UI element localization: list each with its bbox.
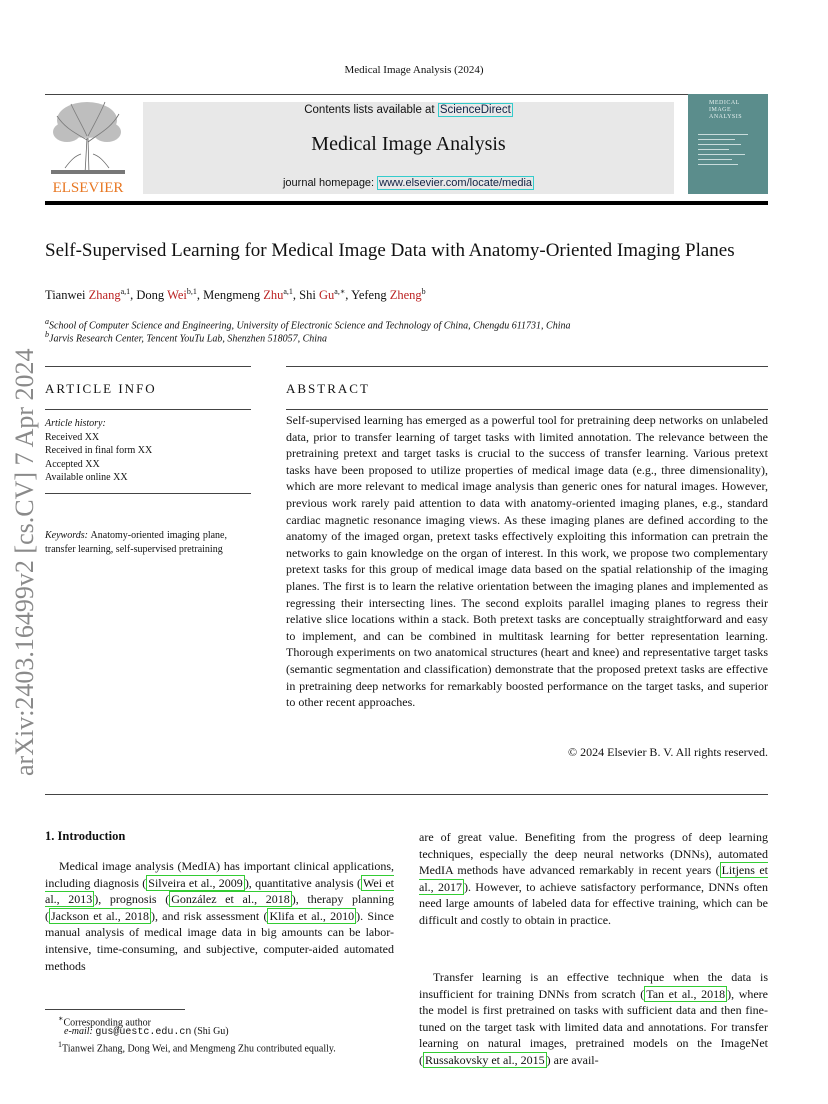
header-thick-rule: [45, 201, 768, 205]
citation-link[interactable]: Litjens et al., 2017: [419, 863, 768, 894]
journal-homepage-line: journal homepage: www.elsevier.com/locate/media: [282, 177, 533, 189]
elsevier-logo: [45, 98, 131, 194]
article-info-heading: ARTICLE INFO: [45, 381, 157, 396]
copyright-line: © 2024 Elsevier B. V. All rights reserved.: [568, 745, 768, 759]
history-item: Available online XX: [45, 472, 128, 484]
sciencedirect-link[interactable]: ScienceDirect: [439, 104, 511, 116]
citation-link[interactable]: Tan et al., 2018: [646, 986, 726, 1001]
author: Dong Wei$^{b,1}$,: [136, 287, 204, 303]
arxiv-stamp: arXiv:2403.16499v2 [cs.CV] 7 Apr 2024: [10, 348, 39, 776]
author: Yefeng Zheng$^b$: [351, 287, 426, 303]
svg-text:ELSEVIER: ELSEVIER: [52, 180, 124, 194]
intro-paragraph-2: are of great value. Benefiting from the progress of deep learning techniques, especially the deep neural networks (DNNs), automated MedIA methods have advanced remarkably in recent years ( Litjens et al., 2017 ). However, to achieve satisfactory performance, DNNs often need large amounts of labeled data for effective training, which can be difficult and costly to obtain in practice.: [419, 830, 768, 927]
cover-title-line: IMAGE: [709, 107, 732, 113]
header-rule: [45, 94, 768, 95]
cover-title-line: MEDICAL: [709, 100, 740, 106]
abstract-rule-top: [286, 366, 768, 367]
author-link[interactable]: Zhu: [263, 288, 284, 303]
affiliation-a: $^a$School of Computer Science and Engineering, University of Electronic Science and Technology of China, Chengdu 611731, China: [45, 317, 571, 332]
journal-cover: [688, 94, 768, 194]
journal-name: Medical Image Analysis: [311, 133, 506, 155]
history-item: Received in final form XX: [45, 445, 153, 457]
citation-link[interactable]: Wei et al., 2013: [45, 875, 394, 907]
running-title: Medical Image Analysis (2024): [344, 64, 484, 76]
history-item: Accepted XX: [45, 458, 100, 470]
footnote-equal-contribution: $^1$Tianwei Zhang, Dong Wei, and Mengmeng Zhu contributed equally.: [58, 1040, 336, 1055]
abstract-text: Self-supervised learning has emerged as a powerful tool for pretraining deep networks on unlabeled data, prior to transfer learning of target tasks with limited annotation. The relevance between the pretraining pretext and target tasks is crucial to the success of transfer learning. Various pretext tasks have been proposed to utilize properties of medical image data (e.g., three dimensionality), which are more relevant to medical image analysis than generic ones for natural images. However, previous work rarely paid attention to data with anatomy-oriented imaging planes, e.g., standard cardiac magnetic resonance imaging views. As these imaging planes are defined according to the anatomy of the imaged organ, pretext tasks effectively exploiting this information can pretrain the networks to gain knowledge on the organ of interest. In this work, we propose two complementary pretext tasks for this group of medical image data based on the spatial relationship of the imaging planes. The first is to learn the relative orientation between the imaging planes and implemented as regressing their intersecting lines. The second exploits parallel imaging planes to regress their relative slice locations within a stack. Both pretext tasks are conceptually straightforward and easy to implement, and can be combined in multitask learning for better representation learning. Thorough experiments on two anatomical structures (heart and knee) and representative target tasks (semantic segmentation and classification) demonstrate that the proposed pretext tasks are effective in pretraining deep networks for remarkably boosted performance on the target tasks, and superior to other recent approaches.: [286, 413, 768, 710]
history-item: Received XX: [45, 431, 100, 443]
abstract-rule-mid: [286, 409, 768, 410]
footnote-corresponding: ∗Corresponding author: [58, 1014, 151, 1029]
article-info-rule-top: [45, 366, 251, 367]
keywords: [45, 529, 227, 556]
citation-link[interactable]: González et al., 2018: [171, 892, 290, 907]
abstract-heading: ABSTRACT: [286, 381, 370, 396]
cover-decoration: [698, 134, 760, 169]
author-link[interactable]: Zheng: [389, 288, 422, 303]
paper-title: Self-Supervised Learning for Medical Image Data with Anatomy-Oriented Imaging Planes: [45, 240, 735, 261]
keywords-text: Anatomy-oriented imaging plane, transfer learning, self-supervised pretraining: [45, 530, 227, 555]
intro-paragraph-1: Medical image analysis (MedIA) has important clinical applications, including diagnosis ( Silveira et al., 2009 ), quantitative analysis ( Wei et al., 2013 ), prognosis ( González et al., 2018 ), therapy planning ( Jackson et al., 2018 ), and risk assessment ( Klifa et al., 2010 ). Since manual analysis of medical image data in big amounts can be labor-intensive, time-consuming, and subjective, computer-aided automated methods: [45, 859, 394, 973]
footnote-rule: [45, 1009, 185, 1010]
keywords-label: Keywords:: [45, 530, 88, 541]
article-history-label: Article history:: [45, 418, 106, 429]
author: Shi $Gu^{a,∗}$,: [299, 287, 352, 303]
author-link[interactable]: Zhang: [88, 288, 121, 303]
contents-line: Contents lists available at ScienceDirect: [304, 104, 511, 116]
citation-link[interactable]: Silveira et al., 2009: [148, 875, 243, 890]
author-link[interactable]: Wei: [167, 288, 187, 303]
footnote-email: e-mail: gus@uestc.edu.cn (Shi Gu): [64, 1026, 229, 1038]
citation-link[interactable]: Russakovsky et al., 2015: [425, 1052, 545, 1067]
citation-link[interactable]: Jackson et al., 2018: [51, 908, 149, 923]
intro-paragraph-3: Transfer learning is an effective technique when the data is insufficient for training DNNs from scratch ( Tan et al., 2018 ), where the model is first pretrained on tasks with sufficient data and then fine-tuned on the target task with limited data and annotations. For transfer learning on natural images, pretrained models on the ImageNet ( Russakovsky et al., 2015 ) are avail-: [419, 970, 769, 1067]
journal-homepage-link[interactable]: www.elsevier.com/locate/media: [379, 177, 533, 189]
article-info-rule-mid: [45, 409, 251, 410]
author: Mengmeng Zhu$^{a,1}$,: [203, 287, 300, 303]
cover-title-line: ANALYSIS: [709, 114, 743, 120]
article-history: [45, 417, 251, 485]
affiliation-b: $^b$Jarvis Research Center, Tencent YouTu Lab, Shenzhen 518057, China: [45, 330, 328, 345]
author-list: [45, 287, 426, 303]
citation-link[interactable]: Klifa et al., 2010: [269, 908, 355, 923]
author-link[interactable]: Gu: [318, 288, 335, 303]
author: Tianwei Zhang$^{a,1}$,: [45, 287, 137, 303]
article-info-rule-bottom: [45, 493, 251, 494]
elsevier-tree-icon: [45, 98, 131, 194]
intro-heading: 1. Introduction: [45, 829, 126, 843]
abstract-end-rule: [45, 794, 768, 795]
email-address[interactable]: gus@uestc.edu.cn: [95, 1027, 192, 1038]
